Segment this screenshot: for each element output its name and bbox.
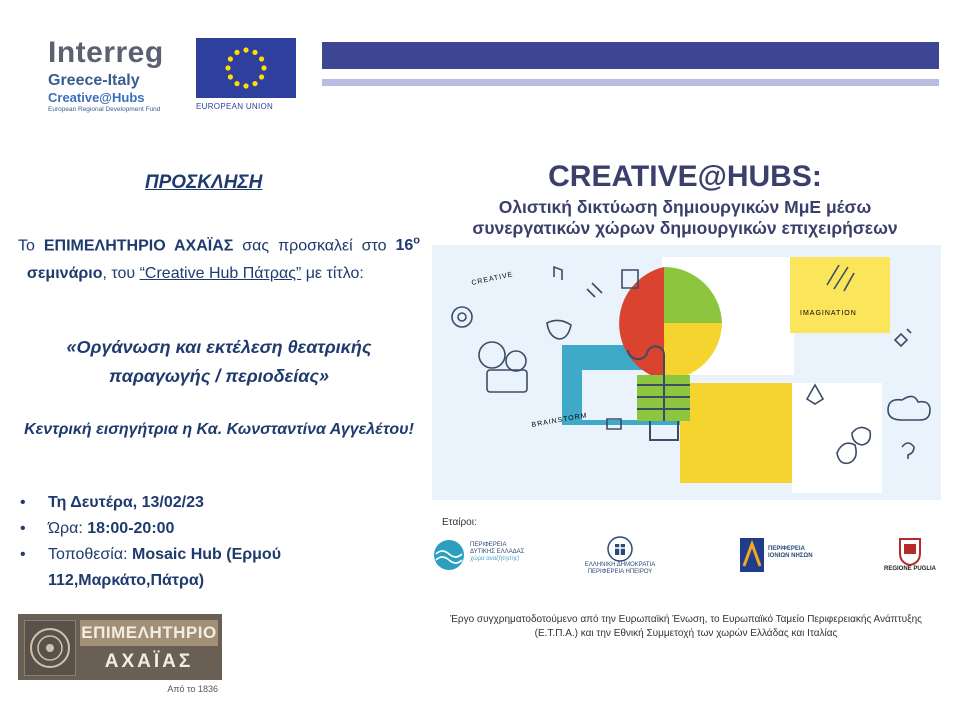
invitation-title: ΠΡΟΣΚΛΗΣΗ: [145, 172, 263, 193]
chamber-line1: ΕΠΙΜΕΛΗΤΗΡΙΟ: [80, 620, 218, 646]
eu-flag-icon: [196, 38, 296, 98]
event-time: • Ώρα: 18:00-20:00: [18, 516, 418, 542]
chamber-line2: ΑΧΑΪΑΣ: [104, 651, 194, 672]
event-details: [18, 490, 418, 594]
poster-label-brainstorm: BRAINSTORM: [531, 412, 589, 429]
eu-label: EUROPEAN UNION: [196, 102, 274, 111]
chamber-since: Από το 1836: [167, 684, 218, 694]
partners-label: Εταίροι:: [442, 517, 477, 528]
invitation-intro: Το ΕΠΙΜΕΛΗΤΗΡΙΟ ΑΧΑΪΑΣ σας προσκαλεί στο $16^o$ σεμινάριο, του “Creative Hub Πάτρας” με τίτλο:: [18, 235, 421, 283]
header-bar-light: [322, 79, 939, 86]
puglia-crest-icon: [897, 536, 923, 566]
ionian-figure-icon: [740, 538, 764, 572]
interreg-program: Greece-Italy: [48, 72, 140, 89]
funding-statement: Έργο συγχρηματοδοτούμενο από την Ευρωπαϊκή Ένωση, το Ευρωπαϊκό Ταμείο Περιφερειακής Ανάπτυξης (Ε.Τ.Π.Α.) και την Εθνική Συμμετοχή των χωρών Ελλάδας και Ιταλίας: [450, 614, 922, 639]
poster-title: CREATIVE@HUBS:: [548, 160, 822, 193]
poster-illustration: [432, 245, 941, 500]
interreg-fund: European Regional Development Fund: [48, 106, 161, 113]
chamber-logo: [18, 614, 222, 698]
poster-label-creative: CREATIVE: [470, 271, 514, 287]
partner-puglia-logo: REGIONE PUGLIA: [880, 536, 940, 580]
speaker-line: Κεντρική εισηγήτρια η Κα. Κωνσταντίνα Αγγελέτου!: [24, 421, 414, 438]
chamber-emblem-icon: [24, 620, 76, 676]
greek-emblem-icon: [607, 536, 633, 562]
interreg-project: Creative@Hubs: [48, 90, 145, 105]
event-date: • Τη Δευτέρα, 13/02/23: [18, 490, 418, 516]
poster-label-imagination: IMAGINATION: [800, 310, 857, 317]
partner-epirus-logo: ΕΛΛΗΝΙΚΗ ΔΗΜΟΚΡΑΤΙΑ ΠΕΡΙΦΕΡΕΙΑ ΗΠΕΙΡΟΥ: [580, 536, 660, 580]
poster-subtitle: Ολιστική δικτύωση δημιουργικών ΜμΕ μέσω συνεργατικών χώρων δημιουργικών επιχειρήσεων: [472, 197, 898, 238]
organizer-name: ΕΠΙΜΕΛΗΤΗΡΙΟ ΑΧΑΪΑΣ: [43, 237, 234, 255]
interreg-title: Interreg: [48, 36, 164, 69]
partner-ionian-logo: ΠΕΡΙΦΕΡΕΙΑ ΙΟΝΙΩΝ ΝΗΣΩΝ: [740, 538, 820, 578]
hub-name: “Creative Hub Πάτρας”: [139, 265, 302, 283]
partner-western-greece-logo: ΠΕΡΙΦΕΡΕΙΑ ΔΥΤΙΚΗΣ ΕΛΛΑΔΑΣ χώρα αναζήτησης!: [432, 536, 532, 580]
eu-logo: [196, 38, 312, 118]
seminar-number: $16^o$ σεμινάριο: [18, 235, 421, 283]
seminar-title: «Οργάνωση και εκτέλεση θεατρικής παραγωγής / περιοδείας»: [66, 337, 372, 386]
wave-icon: [432, 536, 466, 574]
event-location: • Τοποθεσία: Mosaic Hub (Ερμού 112,Μαρκάτο,Πάτρα): [18, 542, 418, 594]
header-bar: [322, 42, 939, 69]
interreg-logo: [48, 38, 198, 118]
